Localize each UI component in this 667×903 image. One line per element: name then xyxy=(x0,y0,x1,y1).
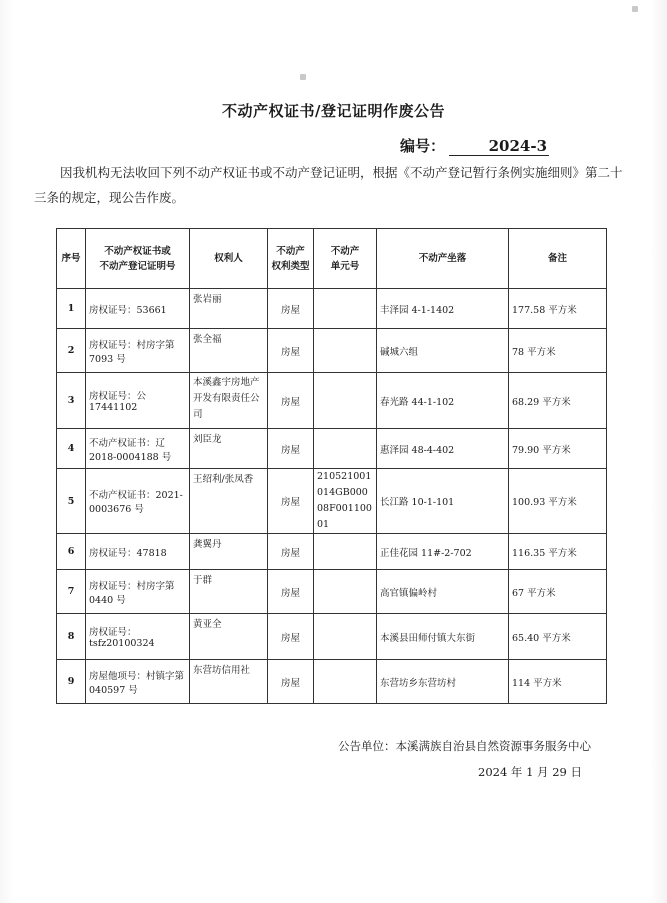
cell-cert: 房屋他项号：村镇字第 040597 号 xyxy=(86,660,190,704)
cell-location: 长江路 10-1-101 xyxy=(377,469,509,534)
cell-cert: 不动产权证书：2021-0003676 号 xyxy=(86,469,190,534)
cell-location: 正佳花园 11#-2-702 xyxy=(377,534,509,570)
cell-unit xyxy=(314,373,377,429)
announcing-unit: 公告单位：本溪满族自治县自然资源事务服务中心 xyxy=(338,739,591,753)
cell-cert: 不动产权证书：辽2018-0004188 号 xyxy=(86,429,190,469)
cell-location: 东营坊乡东营坊村 xyxy=(377,660,509,704)
cell-type: 房屋 xyxy=(268,329,314,373)
cell-unit xyxy=(314,289,377,329)
cell-location: 春光路 44-1-102 xyxy=(377,373,509,429)
table-row xyxy=(57,614,607,660)
cell-unit xyxy=(314,660,377,704)
cell-note: 177.58 平方米 xyxy=(509,289,607,329)
document-title: 不动产权证书/登记证明作废公告 xyxy=(222,102,445,120)
cell-no: 1 xyxy=(57,289,86,329)
intro-paragraph: 因我机构无法收回下列不动产权证书或不动产登记证明，根据《不动产登记暂行条例实施细则》第二十三条的规定，现公告作废。 xyxy=(34,165,623,205)
header-no: 序号 xyxy=(57,229,86,289)
cell-location: 碱城六组 xyxy=(377,329,509,373)
cell-owner: 张岩丽 xyxy=(190,289,268,329)
cell-location: 高官镇偏岭村 xyxy=(377,570,509,614)
table-header-row xyxy=(57,229,607,289)
cell-unit xyxy=(314,429,377,469)
cell-note: 116.35 平方米 xyxy=(509,534,607,570)
cell-note: 67 平方米 xyxy=(509,570,607,614)
table-row xyxy=(57,534,607,570)
cell-unit xyxy=(314,329,377,373)
header-cert: 不动产权证书或 不动产登记证明号 xyxy=(86,229,190,289)
document-number-label: 编号： xyxy=(400,137,446,155)
cell-type: 房屋 xyxy=(268,570,314,614)
cell-type: 房屋 xyxy=(268,373,314,429)
cell-owner: 王绍利/张凤香 xyxy=(190,469,268,534)
table-row xyxy=(57,570,607,614)
cell-type: 房屋 xyxy=(268,469,314,534)
cell-owner: 张全福 xyxy=(190,329,268,373)
cell-location: 本溪县田师付镇大东街 xyxy=(377,614,509,660)
cell-owner: 本溪鑫宇房地产开发有限责任公司 xyxy=(190,373,268,429)
cell-type: 房屋 xyxy=(268,660,314,704)
cell-no: 4 xyxy=(57,429,86,469)
cell-type: 房屋 xyxy=(268,534,314,570)
table-row xyxy=(57,373,607,429)
cell-owner: 东营坊信用社 xyxy=(190,660,268,704)
cell-cert: 房权证号：村房字第7093 号 xyxy=(86,329,190,373)
header-type: 不动产 权利类型 xyxy=(268,229,314,289)
document-number xyxy=(400,135,549,156)
cell-cert: 房权证号：tsfz20100324 xyxy=(86,614,190,660)
cell-no: 8 xyxy=(57,614,86,660)
table-row xyxy=(57,660,607,704)
cell-unit xyxy=(314,534,377,570)
table-row xyxy=(57,469,607,534)
cell-note: 65.40 平方米 xyxy=(509,614,607,660)
table-row xyxy=(57,289,607,329)
header-location: 不动产坐落 xyxy=(377,229,509,289)
cell-note: 79.90 平方米 xyxy=(509,429,607,469)
table-row xyxy=(57,329,607,373)
cell-type: 房屋 xyxy=(268,429,314,469)
cell-unit xyxy=(314,614,377,660)
cell-owner: 于群 xyxy=(190,570,268,614)
cell-cert: 房权证号：公17441102 xyxy=(86,373,190,429)
void-certificates-table xyxy=(56,228,607,704)
header-owner: 权利人 xyxy=(190,229,268,289)
cell-no: 9 xyxy=(57,660,86,704)
cell-no: 3 xyxy=(57,373,86,429)
cell-note: 68.29 平方米 xyxy=(509,373,607,429)
scan-mark xyxy=(632,6,638,12)
cell-no: 7 xyxy=(57,570,86,614)
cell-note: 114 平方米 xyxy=(509,660,607,704)
scan-mark xyxy=(300,74,306,80)
cell-note: 78 平方米 xyxy=(509,329,607,373)
cell-type: 房屋 xyxy=(268,289,314,329)
cell-unit xyxy=(314,570,377,614)
cell-no: 5 xyxy=(57,469,86,534)
announcement-date: 2024 年 1 月 29 日 xyxy=(478,765,582,779)
header-unit: 不动产 单元号 xyxy=(314,229,377,289)
cell-location: 惠泽园 48-4-402 xyxy=(377,429,509,469)
cell-cert: 房权证号：村房字第0440 号 xyxy=(86,570,190,614)
document-number-value: 2024-3 xyxy=(449,137,549,156)
cell-owner: 黄亚全 xyxy=(190,614,268,660)
cell-cert: 房权证号：47818 xyxy=(86,534,190,570)
cell-type: 房屋 xyxy=(268,614,314,660)
cell-location: 丰泽园 4-1-1402 xyxy=(377,289,509,329)
cell-unit: 210521001014GB00008F00110001 xyxy=(314,469,377,534)
cell-no: 2 xyxy=(57,329,86,373)
cell-cert: 房权证号：53661 xyxy=(86,289,190,329)
cell-owner: 刘臣龙 xyxy=(190,429,268,469)
table-row xyxy=(57,429,607,469)
cell-owner: 龚翼丹 xyxy=(190,534,268,570)
cell-note: 100.93 平方米 xyxy=(509,469,607,534)
header-note: 备注 xyxy=(509,229,607,289)
cell-no: 6 xyxy=(57,534,86,570)
